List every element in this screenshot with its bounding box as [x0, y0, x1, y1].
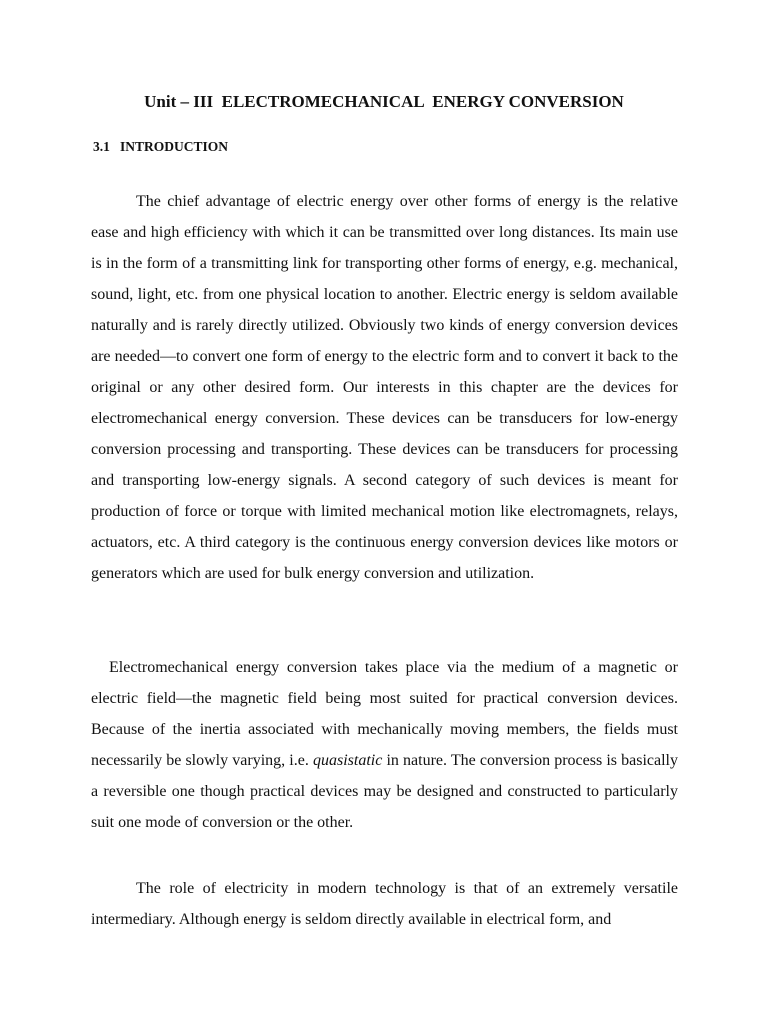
paragraph-1: The chief advantage of electric energy over other forms of energy is the relative ease and high efficiency with which it can be transmitted over long distances. Its main use is in the form of a transmitting link for transporting other forms of energy, e.g. mechanical, sound, light, etc. from one physical location to another. Electric energy is seldom available naturally and is rarely directly utilized. Obviously two kinds of energy conversion devices are needed—to convert one form of energy to the electric form and to convert it back to the original or any other desired form. Our interests in this chapter are the devices for electromechanical energy conversion. These devices can be transducers for low-energy conversion processing and transporting. These devices can be transducers for processing and transporting low-energy signals. A second category of such devices is meant for production of force or torque with limited mechanical motion like electromagnets, relays, actuators, etc. A third category is the continuous energy conversion devices like motors or generators which are used for bulk energy conversion and utilization.: [91, 193, 678, 582]
paragraph-2-text-b: in nature. The conversion process is basically a reversible one though practical devices may be designed and constructed to particularly suit one mode of conversion or the other.: [91, 752, 679, 831]
unit-title: Unit – III ELECTROMECHANICAL ENERGY CONVERSION: [144, 92, 624, 111]
paragraph-2-italic-term: quasistatic: [312, 752, 383, 769]
paragraph-3: The role of electricity in modern technology is that of an extremely versatile intermediary. Although energy is seldom directly available in electrical form, and: [91, 880, 678, 928]
paragraph-2: [91, 652, 678, 838]
paragraph-2-text-a: Electromechanical energy conversion takes place via the medium of a magnetic or electric field—the magnetic field being most suited for practical conversion devices. Because of the inertia associated with mechanically moving members, the fields must necessarily be slowly varying, i.e.: [91, 659, 678, 769]
section-heading: 3.1 INTRODUCTION: [93, 139, 229, 154]
